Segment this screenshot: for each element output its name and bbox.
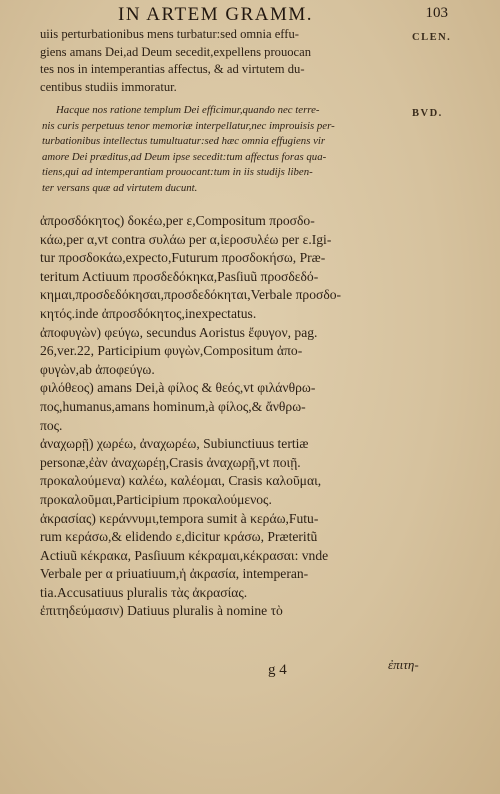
text-line: turbationibus intellectus tumultuatur:sed hæc omnia effugiens vir (42, 135, 326, 148)
text-line: κημαι,προσδεδόκησαι,προσδεδόκηται,Verbale προσδο- (40, 287, 342, 303)
text-line: nis curis perpetuus tenor memoriæ interpellatur,nec improuisis per- (42, 119, 335, 132)
text-line: ἀναχωρῇ) χωρέω, ἀναχωρέω, Subiunctiuus tertiæ (40, 436, 309, 452)
margin-note-bvd: BVD. (412, 108, 443, 119)
text-line: κητός.inde ἀπροσδόκητος,inexpectatus. (40, 305, 257, 321)
text-line: tia.Accusatiuus pluralis τὰς ἀκρασίας. (40, 584, 248, 600)
text-line: φυγὼν,ab ἀποφεύγω. (40, 361, 155, 377)
text-line: ter versans quæ ad virtutem ducunt. (42, 181, 198, 194)
text-line: ἀπροσδόκητος) δοκέω,per ε,Compositum προσδο- (40, 213, 315, 228)
page-header (118, 4, 448, 26)
text-line: rum κεράσω,& elidendo ε,dicitur κράσω, Præteritũ (40, 529, 318, 545)
signature-mark: g 4 (268, 662, 287, 678)
text-line: ἐπιτηδεύμασιν) Datiuus pluralis à nomine τὸ (40, 603, 283, 619)
text-line: giens amans Dei,ad Deum secedit,expellens prouocan (40, 44, 312, 59)
text-line: προκαλοῦμαι,Participium προκαλούμενος. (40, 491, 272, 507)
text-line: ἀκρασίας) κεράννυμι,tempora sumit à κεράω,Futu- (40, 510, 319, 526)
page-number: 103 (425, 5, 448, 21)
text-line: Hacque nos ratione templum Dei efficimur,quando nec terre- (56, 104, 320, 116)
paragraph-italic-translation (42, 103, 414, 197)
text-line: κάω,per α,vt contra συλάω per α,ἱεροσυλέω per ε.Igi- (40, 231, 332, 247)
paragraph-roman (40, 26, 412, 96)
text-line: centibus studiis immoratur. (40, 79, 177, 94)
paragraph-commentary (40, 212, 412, 621)
margin-note-clen: CLEN. (412, 32, 452, 43)
text-line: Verbale per α priuatiuum,ἡ ἀκρασία, intemperan- (40, 566, 309, 582)
text-line: tur προσδοκάω,expecto,Futurum προσδοκήσω, Præ- (40, 250, 326, 266)
text-line: tiens,qui ad intemperantiam prouocant:tum in iis studijs liben- (42, 166, 313, 179)
text-line: 26,ver.22, Participium φυγὼν,Compositum ἀπο- (40, 343, 303, 359)
text-line: amore Dei præditus,ad Deum ipse secedit:tum affectus foras qua- (42, 150, 327, 163)
text-line: προκαλούμενα) καλέω, καλέομαι, Crasis καλοῦμαι, (40, 473, 322, 489)
text-line: tes nos in intemperantias affectus, & ad virtutem du- (40, 62, 305, 77)
text-line: πος,humanus,amans hominum,à φίλος,& ἄνθρω- (40, 398, 306, 414)
text-line: ἀποφυγὼν) φεύγω, secundus Aoristus ἔφυγον, pag. (40, 324, 318, 340)
text-line: Actiuũ κέκρακα, Pasſiuum κέκραμαι,κέκρασαι: vnde (40, 547, 329, 563)
text-line: personæ,ἐὰν ἀναχωρέῃ,Crasis ἀναχωρῇ,vt ποιῇ. (40, 454, 301, 470)
text-line: πος. (40, 417, 63, 433)
running-title: IN ARTEM GRAMM. (118, 4, 314, 25)
catchword: ἐπιτη- (388, 657, 419, 672)
text-line: uiis perturbationibus mens turbatur:sed omnia effu- (40, 27, 299, 41)
text-line: φιλόθεος) amans Dei,à φίλος & θεός,vt φιλάνθρω- (40, 380, 316, 396)
text-line: teritum Actiuum προσδεδόκηκα,Pasſiuũ προσδεδό- (40, 268, 319, 284)
